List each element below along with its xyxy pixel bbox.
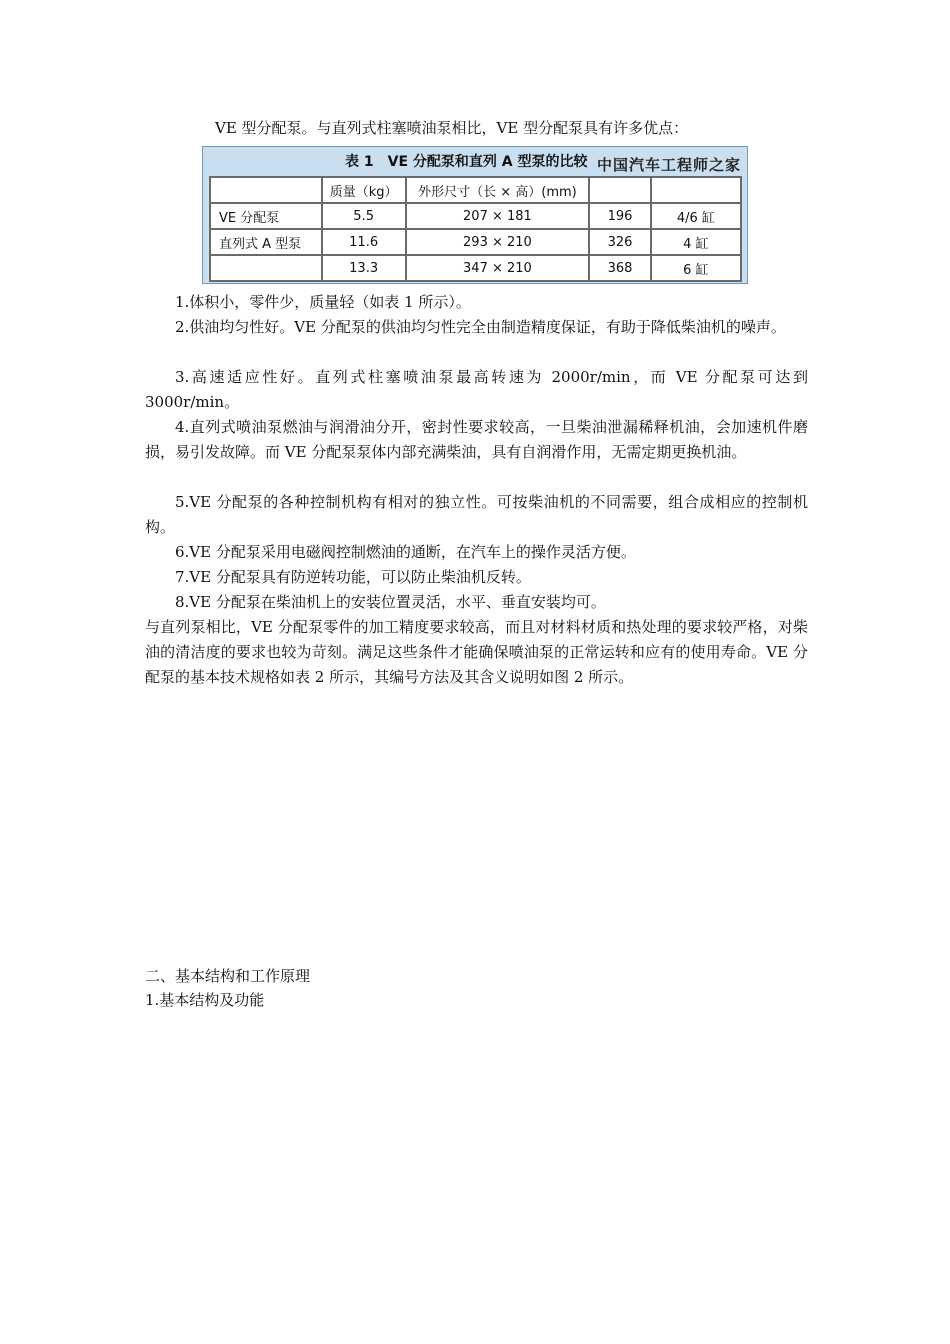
- table-cell: 293 × 210: [406, 229, 590, 255]
- table-cell: 347 × 210: [406, 255, 590, 281]
- table-cell: 326: [589, 229, 650, 255]
- table-cell: 11.6: [322, 229, 406, 255]
- watermark-text: 中国汽车工程师之家: [597, 156, 742, 174]
- table-cell: 196: [589, 203, 650, 229]
- table-header-cell: [589, 177, 650, 203]
- table-cell: 5.5: [322, 203, 406, 229]
- table-header-row: [210, 177, 741, 203]
- comparison-table: [209, 176, 742, 282]
- table-row: [210, 255, 741, 281]
- summary-paragraph: 与直列泵相比，VE 分配泵零件的加工精度要求较高，而且对材料材质和热处理的要求较严格，对柴油的清洁度的要求也较为苛刻。满足这些条件才能确保喷油泵的正常运转和应有的使用寿命。VE 分配泵的基本技术规格如表 2 所示，其编号方法及其含义说明如图 2 所示。: [145, 618, 808, 686]
- table-cell: 207 × 181: [406, 203, 590, 229]
- table-cell: 368: [589, 255, 650, 281]
- table-header-cell: 质量（kg）: [322, 177, 406, 203]
- subsection-heading: 1.基本结构及功能: [145, 991, 265, 1009]
- table-cell: 13.3: [322, 255, 406, 281]
- advantage-item: 1.体积小，零件少，质量轻（如表 1 所示）。: [175, 293, 471, 311]
- advantage-item: 2.供油均匀性好。VE 分配泵的供油均匀性完全由制造精度保证，有助于降低柴油机的噪声。: [175, 318, 786, 336]
- advantage-item: 5.VE 分配泵的各种控制机构有相对的独立性。可按柴油机的不同需要，组合成相应的控制机构。: [145, 493, 808, 536]
- section-heading: 二、基本结构和工作原理: [145, 967, 311, 985]
- advantage-item: 3.高速适应性好。直列式柱塞喷油泵最高转速为 2000r/min，而 VE 分配泵可达到3000r/min。: [145, 368, 808, 411]
- table-cell: 直列式 A 型泵: [210, 229, 322, 255]
- intro-paragraph: VE 型分配泵。与直列式柱塞喷油泵相比，VE 型分配泵具有许多优点：: [215, 119, 689, 137]
- table-cell: 4/6 缸: [651, 203, 741, 229]
- comparison-table-figure: [202, 146, 748, 284]
- advantage-item: 8.VE 分配泵在柴油机上的安装位置灵活，水平、垂直安装均可。: [175, 593, 606, 611]
- advantage-item: 6.VE 分配泵采用电磁阀控制燃油的通断，在汽车上的操作灵活方便。: [175, 543, 636, 561]
- table-title: 表 1 VE 分配泵和直列 A 型泵的比较: [345, 154, 588, 170]
- table-row: [210, 203, 741, 229]
- table-header-cell: [210, 177, 322, 203]
- table-cell: 4 缸: [651, 229, 741, 255]
- table-header-cell: [651, 177, 741, 203]
- advantage-item: 4.直列式喷油泵燃油与润滑油分开，密封性要求较高，一旦柴油泄漏稀释机油，会加速机件磨损，易引发故障。而 VE 分配泵泵体内部充满柴油，具有自润滑作用，无需定期更换机油。: [145, 418, 808, 461]
- table-row: [210, 229, 741, 255]
- table-cell: [210, 255, 322, 281]
- advantage-item: 7.VE 分配泵具有防逆转功能，可以防止柴油机反转。: [175, 568, 531, 586]
- table-header-cell: 外形尺寸（长 × 高）(mm): [406, 177, 590, 203]
- table-cell: 6 缸: [651, 255, 741, 281]
- table-cell: VE 分配泵: [210, 203, 322, 229]
